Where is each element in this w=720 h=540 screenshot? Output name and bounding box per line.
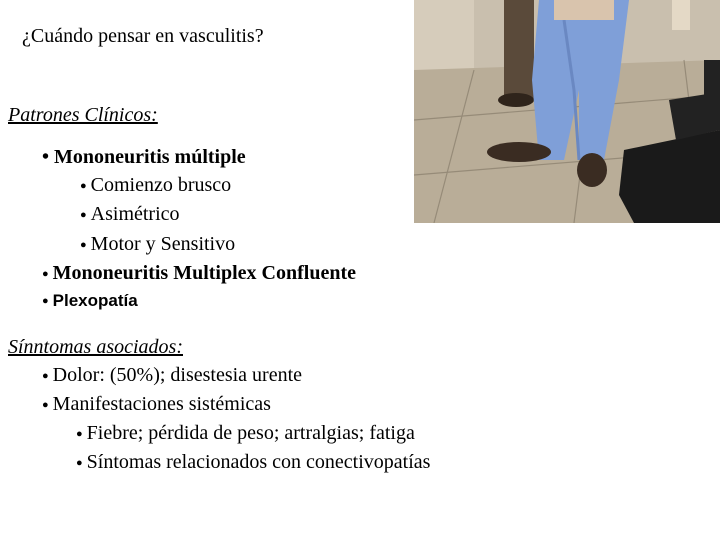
patient-standing-image <box>414 0 720 223</box>
fever-item: ● Fiebre; pérdida de peso; artralgias; fatiga <box>76 422 415 444</box>
circle-bullet-icon: ● <box>80 180 87 192</box>
circle-bullet-icon: ● <box>42 399 49 411</box>
confluent-item: ● Mononeuritis Multiplex Confluente <box>42 262 356 284</box>
plexopathy-item: ● Plexopatía <box>42 291 138 310</box>
circle-bullet-icon: ● <box>76 428 83 440</box>
sub-item: ● Motor y Sensitivo <box>80 233 236 255</box>
circle-bullet-icon: ● <box>80 209 87 221</box>
circle-bullet-icon: ● <box>42 295 49 307</box>
associated-symptoms-heading: Sínntomas asociados: <box>8 336 183 358</box>
circle-bullet-icon: ● <box>76 457 83 469</box>
mononeuritis-item: • Mononeuritis múltiple <box>42 146 246 168</box>
circle-bullet-icon: ● <box>42 370 49 382</box>
systemic-item: ● Manifestaciones sistémicas <box>42 393 271 415</box>
sub-item: ● Comienzo brusco <box>80 174 232 196</box>
circle-bullet-icon: ● <box>80 239 87 251</box>
slide-title: ¿Cuándo pensar en vasculitis? <box>22 25 264 47</box>
sub-item: ● Asimétrico <box>80 203 180 225</box>
connective-item: ● Síntomas relacionados con conectivopatías <box>76 451 431 473</box>
clinical-patterns-heading: Patrones Clínicos: <box>8 104 158 126</box>
circle-bullet-icon: ● <box>42 268 49 280</box>
pain-item: ● Dolor: (50%); disestesia urente <box>42 364 303 386</box>
patient-photo <box>414 0 720 223</box>
